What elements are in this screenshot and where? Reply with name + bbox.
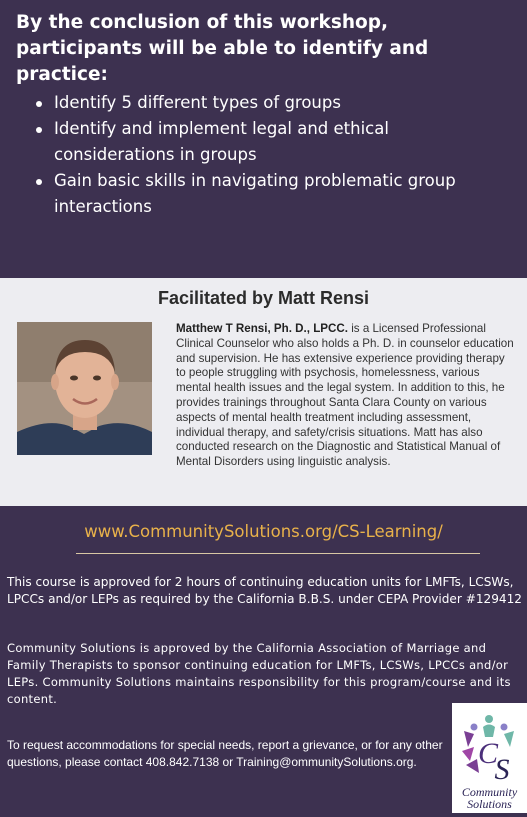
objective-text: Gain basic skills in navigating problematic group interactions [54, 171, 456, 216]
svg-text:C: C [477, 737, 499, 770]
objectives-list [36, 90, 506, 220]
objectives-heading: By the conclusion of this workshop, participants will be able to identify and practice: [16, 12, 429, 85]
logo-line-1: Community [461, 785, 518, 799]
url-divider [76, 553, 480, 554]
camft-approval-text: Community Solutions is approved by the California Association of Marriage and Family Therapists to sponsor continuing education for LMFTs, LCSWs, LPCCs and/or LEPs. Community Solutions maintains responsibility for this program/course and its content. [7, 641, 511, 706]
objective-text: Identify and implement legal and ethical considerations in groups [54, 119, 389, 164]
bullet-icon [36, 127, 42, 133]
facilitator-name: Matthew T Rensi, Ph. D., LPCC. [176, 322, 348, 335]
logo-wordmark [452, 786, 527, 810]
facilitator-title: Facilitated by Matt Rensi [157, 288, 370, 308]
objective-item [36, 168, 506, 220]
logo-line-2: Solutions [467, 797, 512, 811]
ceu-approval-text: This course is approved for 2 hours of continuing education units for LMFTs, LCSWs, LPCCs and/or LEPs as required by the California B.B.S. under CEPA Provider #129412 [7, 575, 522, 606]
facilitator-section [0, 278, 527, 506]
bullet-icon [36, 179, 42, 185]
learning-url-link[interactable]: www.CommunitySolutions.org/CS-Learning/ [84, 522, 443, 541]
svg-text:S: S [494, 753, 510, 786]
community-solutions-logo [452, 703, 527, 813]
accommodation-request-text: To request accommodations for special needs, report a grievance, or for any other questions, please contact 408.842.7138 or Training@ommunitySolutions.org. [7, 738, 443, 769]
objectives-section [0, 0, 527, 278]
facilitator-bio [176, 322, 516, 470]
objective-item [36, 116, 506, 168]
logo-mark-icon [452, 703, 527, 787]
objective-text: Identify 5 different types of groups [54, 93, 341, 112]
objective-item [36, 90, 506, 116]
facilitator-photo [17, 322, 152, 455]
bullet-icon [36, 101, 42, 107]
facilitator-bio-text: is a Licensed Professional Clinical Counselor who also holds a Ph. D. in counselor education and supervision. He has extensive experience providing therapy to people struggling with psychosis, homelessness, various mental health issues and the legal system. In addition to this, he provides trainings throughout Santa Clara County on various aspects of mental health treatment including assessment, individual therapy, and safety/crisis situations. Matt has also conducted research on the Diagnostic and Statistical Manual of Mental Disorders using linguistic analysis. [176, 322, 514, 469]
portrait-image [17, 322, 152, 455]
